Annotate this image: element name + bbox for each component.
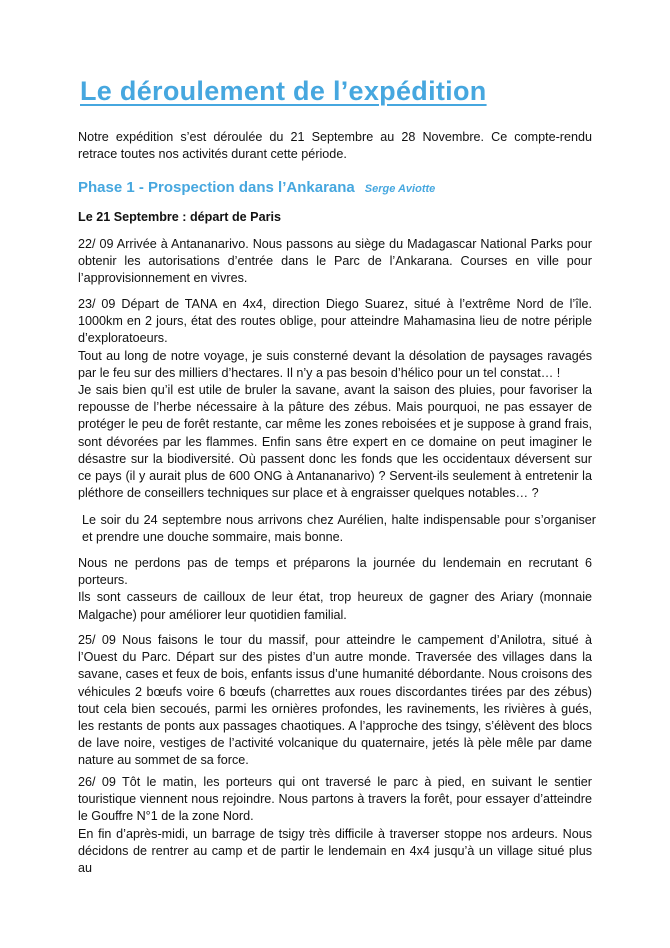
paragraph-evening: Le soir du 24 septembre nous arrivons chez Aurélien, halte indispensable pour s’organiser et prendre une douche sommaire, mais bonne.	[82, 513, 596, 545]
paragraph-recruiting: Nous ne perdons pas de temps et préparons la journée du lendemain en recrutant 6 porteurs.	[78, 556, 592, 588]
paragraph-morning: 26/ 09 Tôt le matin, les porteurs qui ont traversé le parc à pied, en suivant le sentier touristique viennent nous rejoindre. Nous partons à travers la forêt, pour essayer d’atteindre le Gouffre N°1 de la zone Nord.	[78, 775, 592, 824]
paragraph-group-journey	[78, 296, 592, 502]
paragraph-evening-return: En fin d’après-midi, un barrage de tsigy très difficile à traverser stoppe nos ardeurs. Nous décidons de rentrer au camp et de partir le lendemain en 4x4 jusqu’à un village situé plus au	[78, 826, 592, 876]
paragraph-departure: 23/ 09 Départ de TANA en 4x4, direction Diego Suarez, situé à l’extrême Nord de l’île. 1000km en 2 jours, état des routes oblige, pour atteindre Mahamasina lieu de notre périple d’exploratoeurs.	[78, 297, 592, 346]
paragraph-tour: 25/ 09 Nous faisons le tour du massif, pour atteindre le campement d’Anilotra, situé à l’Ouest du Parc. Départ sur des pistes d’un autre monde. Traversée des villages dans la savane, cases et feux de bois, enfants issus d’une humanité débordante. Nous croisons des véhicules 2 bœufs voire 6 bœufs (charrettes aux roues discordantes tirées par des zébus) tout cela bien secoués, parmi les ornières profondes, les ravinements, les rivières à gués, les restants de ponts aux passages chaotiques. A l’approche des tsingy, s’élèvent des blocs de lave noire, vestiges de l’activité volcanique du quaternaire, jetés là pèle mêle par dame nature au sommet de sa force.	[78, 633, 592, 768]
intro-paragraph: Notre expédition s’est déroulée du 21 Septembre au 28 Novembre. Ce compte-rendu retrace toutes nos activités durant cette période.	[78, 130, 592, 162]
phase-author: Serge Aviotte	[364, 183, 436, 195]
date-subheading: Le 21 Septembre : départ de Paris	[78, 210, 281, 224]
paragraph-group-forest	[78, 774, 592, 877]
paragraph-reflection: Je sais bien qu’il est utile de bruler la savane, avant la saison des pluies, pour favoriser la repousse de l’herbe nécessaire à la pâture des zébus. Mais pourquoi, ne pas essayer de protéger le peu de forêt restante, car même les zones reboisées et je suppose à grand frais, sont dévorées par les flammes. Enfin sans être expert en ce domaine on peut imaginer le désastre sur la biodiversité. Où passent donc les fonds que les occidentaux déversent sur ce pays (il y aurait plus de 600 ONG à Antananarivo) ? Servent-ils seulement à entretenir la pléthore de conseillers techniques sur place et à engraisser quelques notables… ?	[78, 383, 592, 501]
page-title: Le déroulement de l’expédition	[80, 76, 487, 106]
phase-title: Phase 1 - Prospection dans l’Ankarana	[78, 179, 355, 196]
paragraph-landscape: Tout au long de notre voyage, je suis consterné devant la désolation de paysages ravagés par le feu sur des milliers d’hectares. Il n’y a pas besoin d’hélico pour un tel constat… !	[78, 348, 592, 380]
paragraph-group-porters	[78, 555, 592, 624]
paragraph-porters: Ils sont casseurs de cailloux de leur état, trop heureux de gagner des Ariary (monnaie Malgache) pour améliorer leur quotidien familial.	[78, 590, 592, 622]
phase-heading	[78, 179, 435, 196]
paragraph-arrival: 22/ 09 Arrivée à Antananarivo. Nous passons au siège du Madagascar National Parks pour obtenir les autorisations d’entrée dans le Parc de l’Ankarana. Courses en ville pour l’approvisionnement en vivres.	[78, 237, 592, 286]
